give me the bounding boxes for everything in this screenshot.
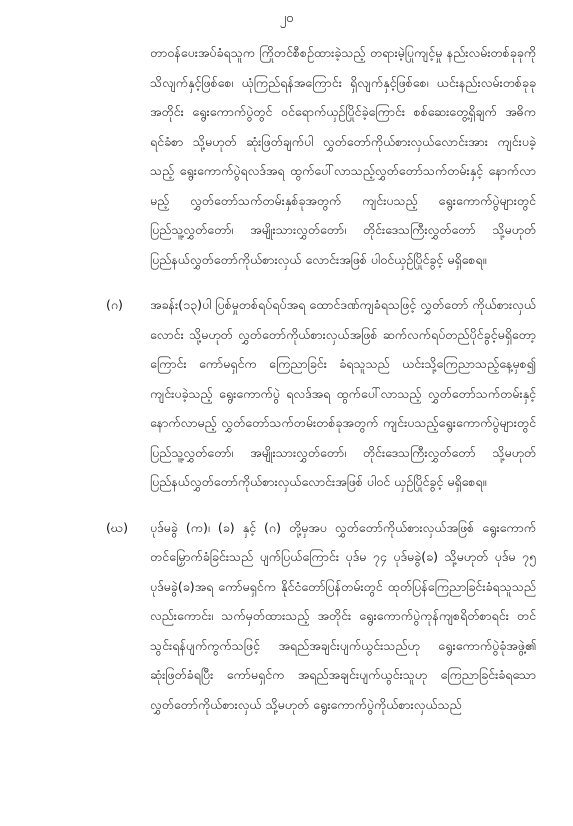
- page-number: ၂၀: [279, 11, 294, 26]
- clause-g: [106, 290, 536, 497]
- clause-gh-label: (ဃ): [106, 519, 128, 535]
- clause-gh: [106, 513, 536, 720]
- clause-g-text: အခန်း(၁၃)ပါ ပြစ်မှုတစ်ရပ်ရပ်အရ ထောင်ဒဏ်ကျခံရသဖြင့် လွှတ်တော် ကိုယ်စားလှယ်လောင်း သို့မဟုတ် လွှတ်တော်ကိုယ်စားလှယ်အဖြစ် ဆက်လက်ရပ်တည်ပိုင်ခွင့်မရှိတော့ကြောင်း ကော်မရှင်က ကြေညာခြင်း ခံရသူသည် ယင်းသို့ကြေညာသည့်နေ့မှစ၍ ကျင်းပခဲ့သည့် ရွေးကောက်ပွဲ ရလဒ်အရ ထွက်ပေါ်လာသည့် လွှတ်တော်သက်တမ်းနှင့် နောက်လာမည့် လွှတ်တော်သက်တမ်းတစ်ခုအတွက် ကျင်းပသည့်ရွေးကောက်ပွဲများတွင် ပြည်သူ့လွှတ်တော်၊ အမျိုးသားလွှတ်တော်၊ တိုင်းဒေသကြီးလွှတ်တော် သို့မဟုတ် ပြည်နယ်လွှတ်တော်ကိုယ်စားလှယ်လောင်းအဖြစ် ပါဝင် ယှဉ်ပြိုင်ခွင့် မရှိစေရ။: [150, 297, 536, 489]
- continuation-paragraph: တာဝန်ပေးအပ်ခံရသူက ကြိုတင်စီစဉ်ထားခဲ့သည့် တရားမဲ့ပြုကျင့်မှု နည်းလမ်းတစ်ခုခုကို သိလျက်နှင့်ဖြစ်စေ၊ ယုံကြည်ရန်အကြောင်း ရှိလျက်နှင့်ဖြစ်စေ၊ ယင်းနည်းလမ်းတစ်ခုခုအတိုင်း ရွေးကောက်ပွဲတွင် ဝင်ရောက်ယှဉ်ပြိုင်ခဲ့ကြောင်း စစ်ဆေးတွေ့ရှိချက် အဓိကရင်ခံစာ သို့မဟုတ် ဆုံးဖြတ်ချက်ပါ လွှတ်တော်ကိုယ်စားလှယ်လောင်းအား ကျင်းပခဲ့သည့် ရွေးကောက်ပွဲရလဒ်အရ ထွက်ပေါ်လာသည့်လွှတ်တော်သက်တမ်းနှင့် နောက်လာမည့် လွှတ်တော်သက်တမ်းနှစ်ခုအတွက် ကျင်းပသည့် ရွေးကောက်ပွဲများတွင် ပြည်သူ့လွှတ်တော်၊ အမျိုးသားလွှတ်တော်၊ တိုင်းဒေသကြီးလွှတ်တော် သို့မဟုတ် ပြည်နယ်လွှတ်တော်ကိုယ်စားလှယ် လောင်းအဖြစ် ပါဝင်ယှဉ်ပြိုင်ခွင့် မရှိစေရ။: [150, 45, 536, 267]
- page-body: [106, 38, 536, 719]
- clause-gh-text: ပုဒ်မခွဲ (က)၊ (ခ) နှင့် (ဂ) တို့မှအပ လွှတ်တော်ကိုယ်စားလှယ်အဖြစ် ရွေးကောက်တင်မြှောက်ခံခြင်းသည် ပျက်ပြယ်ကြောင်း ပုဒ်မ ၇၄ ပုဒ်မခွဲ(ခ) သို့မဟုတ် ပုဒ်မ ၇၅ ပုဒ်မခွဲ(ခ)အရ ကော်မရှင်က နိုင်ငံတော်ပြန်တမ်းတွင် ထုတ်ပြန်ကြေညာခြင်းခံရသူသည်လည်းကောင်း၊ သက်မှတ်ထားသည့် အတိုင်း ရွေးကောက်ပွဲကုန်ကျစရိတ်စာရင်း တင်သွင်းရန်ပျက်ကွက်သဖြင့် အရည်အချင်းပျက်ယွင်းသည်ဟု ရွေးကောက်ပွဲခုံအဖွဲ့၏ ဆုံးဖြတ်ခံရပြီး ကော်မရှင်က အရည်အချင်းပျက်ယွင်းသူဟု ကြေညာခြင်းခံရသော လွှတ်တော်ကိုယ်စားလှယ် သို့မဟုတ် ရွေးကောက်ပွဲကိုယ်စားလှယ်သည်: [150, 519, 536, 712]
- clause-g-label: (ဂ): [106, 297, 123, 312]
